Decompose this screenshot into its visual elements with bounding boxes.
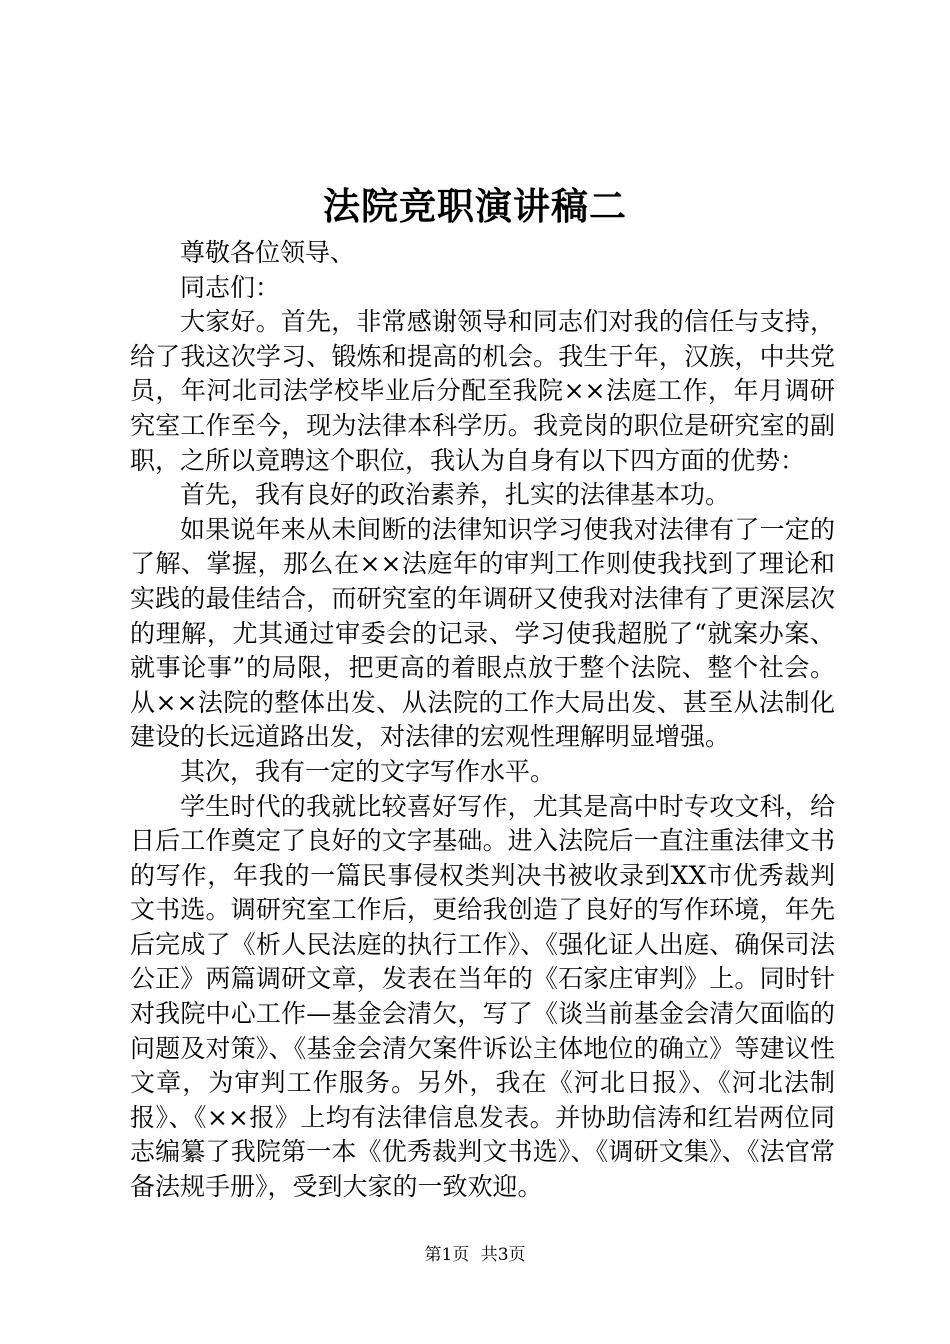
paragraph-law-study: 如果说年来从未间断的法律知识学习使我对法律有了一定的了解、掌握，那么在××法庭年的审判工作则使我找到了理论和实践的最佳结合，而研究室的年调研又使我对法律有了更深层次的理解，尤其通过审委会的记录、学习使我超脱了“就案办案、就事论事”的局限，把更高的着眼点放于整个法院、整个社会。从××法院的整体出发、从法院的工作大局出发、甚至从法制化建设的长远道路出发，对法律的宏观性理解明显增强。	[130, 514, 835, 752]
document-title: 法院竞职演讲稿二	[323, 184, 627, 228]
paragraph-first-point: 首先，我有良好的政治素养，扎实的法律基本功。	[180, 480, 731, 510]
page-total: 共3页	[480, 1245, 526, 1265]
salutation-line-2: 同志们：	[180, 272, 281, 302]
page-number: 第1页	[424, 1245, 470, 1265]
page-footer	[0, 1240, 950, 1265]
paragraph-second-point: 其次，我有一定的文字写作水平。	[180, 756, 556, 786]
document-body	[130, 236, 835, 1205]
paragraph-intro: 大家好。首先，非常感谢领导和同志们对我的信任与支持，给了我这次学习、锻炼和提高的机会。我生于年，汉族，中共党员，年河北司法学校毕业后分配至我院××法庭工作，年月调研究室工作至今，现为法律本科学历。我竞岗的职位是研究室的副职，之所以竟聘这个职位，我认为自身有以下四方面的优势：	[130, 307, 835, 475]
salutation-line-1: 尊敬各位领导、	[180, 238, 356, 267]
paragraph-writing: 学生时代的我就比较喜好写作，尤其是高中时专攻文科，给日后工作奠定了良好的文字基础。进入法院后一直注重法律文书的写作，年我的一篇民事侵权类判决书被收录到XX市优秀裁判文书选。调研究室工作后，更给我创造了良好的写作环境，年先后完成了《析人民法庭的执行工作》、《强化证人出庭、确保司法公正》两篇调研文章，发表在当年的《石家庄审判》上。同时针对我院中心工作—基金会清欠，写了《谈当前基金会清欠面临的问题及对策》、《基金会清欠案件诉讼主体地位的确立》等建议性文章，为审判工作服务。另外，我在《河北日报》、《河北法制报》、《××报》上均有法律信息发表。并协助信涛和红岩两位同志编纂了我院第一本《优秀裁判文书选》、《调研文集》、《法官常备法规手册》，受到大家的一致欢迎。	[130, 791, 835, 1202]
